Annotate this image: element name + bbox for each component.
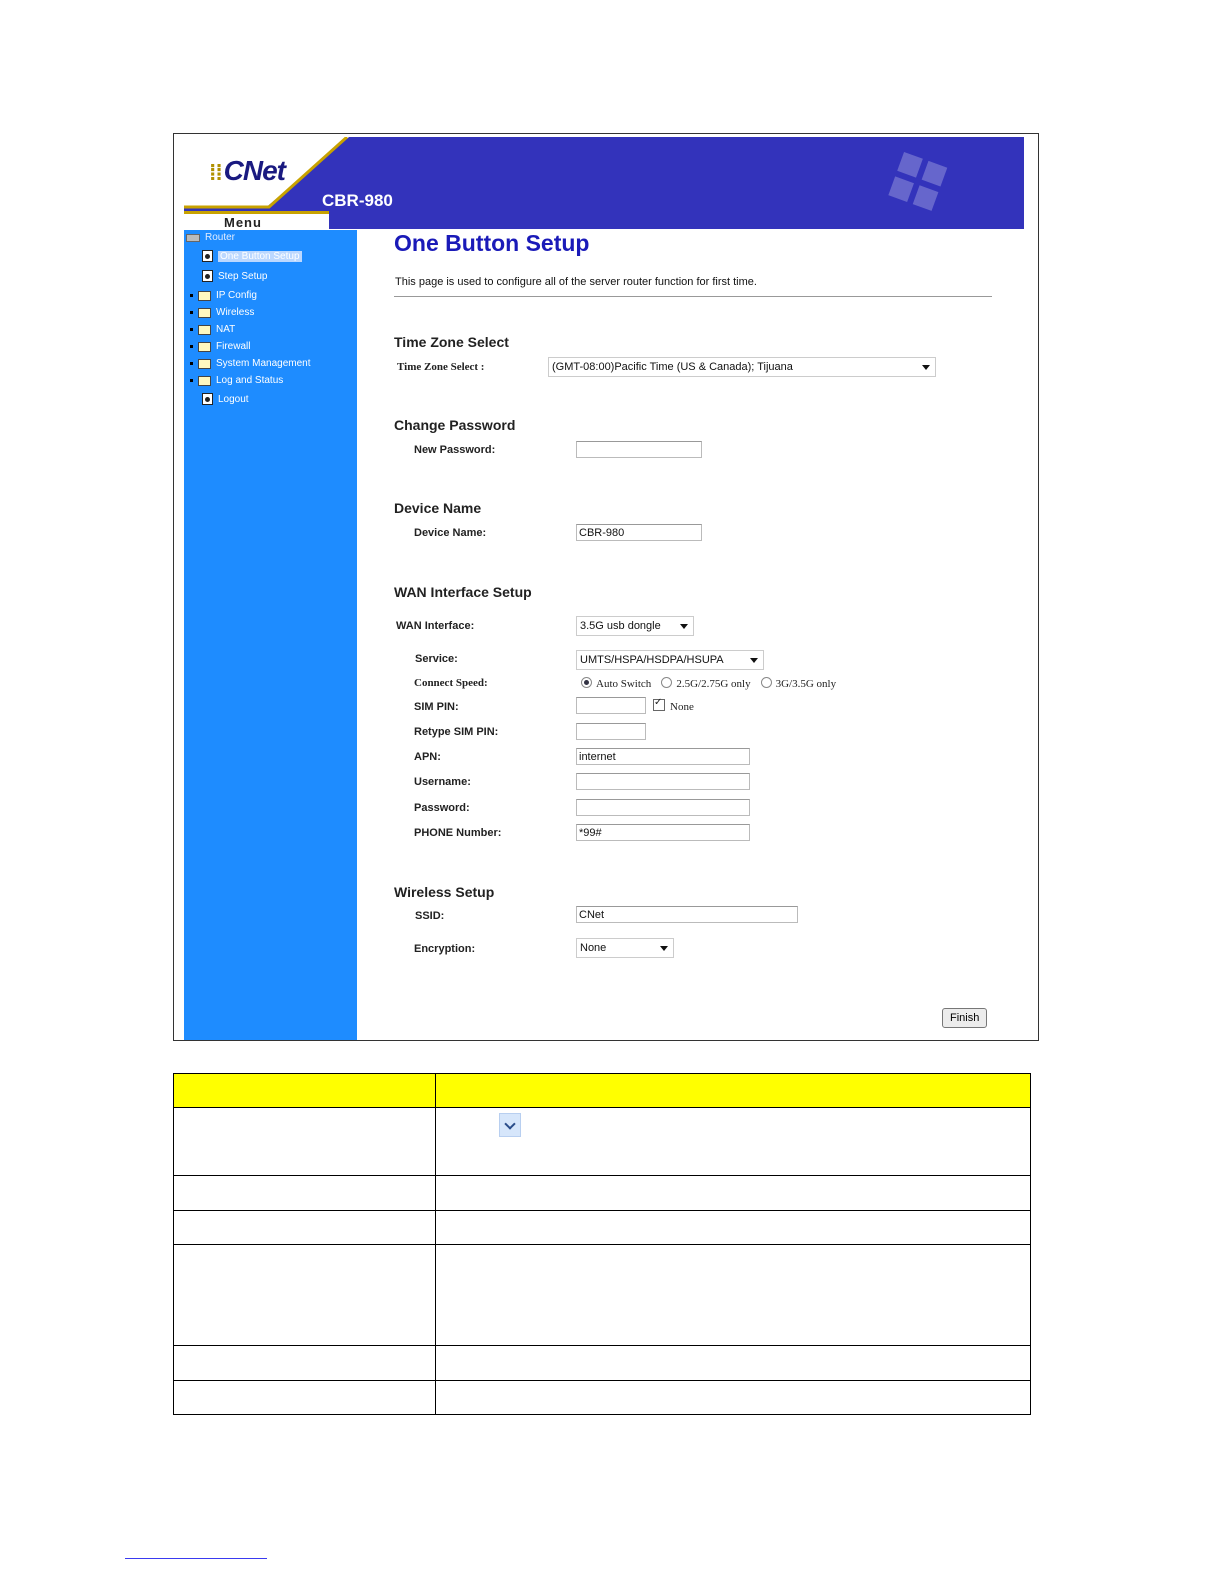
field-description-table [173,1073,1031,1415]
folder-icon [198,308,211,318]
new-password-label: New Password: [414,444,496,456]
wan-password-field[interactable] [576,799,750,816]
sidebar-item-log-and-status[interactable]: Log and Status [190,375,283,386]
retype-sim-pin-label: Retype SIM PIN: [414,726,499,738]
device-heading: Device Name [394,500,482,516]
model-name: CBR-980 [322,191,393,210]
encryption-label: Encryption: [414,943,476,955]
ssid-label: SSID: [415,910,445,922]
table-cell [174,1176,436,1211]
folder-icon [198,359,211,369]
nav-root-router[interactable]: Router [186,232,235,243]
expand-bullet-icon [190,362,193,365]
sidebar-item-firewall[interactable]: Firewall [190,341,250,352]
table-header-cell [174,1074,436,1108]
service-select[interactable]: UMTS/HSPA/HSDPA/HSUPA [576,650,764,670]
folder-icon [198,291,211,301]
chevron-down-icon [660,946,668,951]
table-header-row [174,1074,1031,1108]
sim-pin-label: SIM PIN: [414,701,459,713]
timezone-heading: Time Zone Select [394,334,509,350]
router-icon [186,234,200,242]
timezone-select[interactable]: (GMT-08:00)Pacific Time (US & Canada); Tijuana [548,357,936,377]
menu-tab: Menu [184,211,329,229]
dropdown-arrow-icon [499,1113,521,1137]
table-cell [436,1346,1031,1381]
page-title: One Button Setup [394,230,590,256]
divider [394,296,992,297]
chevron-down-icon [680,624,688,629]
sim-pin-none-checkbox[interactable]: ✓ None [653,699,694,713]
table-cell [436,1108,1031,1176]
chevron-down-icon [750,658,758,663]
apn-field[interactable]: internet [576,748,750,765]
page-icon [202,250,213,262]
table-cell [174,1245,436,1346]
expand-bullet-icon [190,294,193,297]
table-row [174,1346,1031,1381]
wan-interface-select[interactable]: 3.5G usb dongle [576,616,694,636]
wan-interface-label: WAN Interface: [396,620,475,632]
phone-number-label: PHONE Number: [414,827,502,839]
folder-icon [198,376,211,386]
encryption-select[interactable]: None [576,938,674,958]
footer-link-underline [125,1558,267,1559]
table-row [174,1245,1031,1346]
table-cell [436,1245,1031,1346]
folder-icon [198,342,211,352]
globe-watermark-icon [884,149,954,219]
sidebar-item-ip-config[interactable]: IP Config [190,290,257,301]
table-row [174,1211,1031,1245]
retype-sim-pin-field[interactable] [576,723,646,740]
brand-logo: ⁞⁞CNet [209,155,285,186]
table-cell [174,1108,436,1176]
table-cell [436,1176,1031,1211]
sidebar-item-system-management[interactable]: System Management [190,358,311,369]
expand-bullet-icon [190,328,193,331]
folder-icon [198,325,211,335]
apn-label: APN: [414,751,441,763]
table-cell [174,1211,436,1245]
finish-button[interactable]: Finish [942,1008,987,1028]
speed-3g-radio[interactable]: 3G/3.5G only [761,677,837,690]
ssid-field[interactable]: CNet [576,906,798,923]
password-heading: Change Password [394,417,516,433]
table-cell [436,1211,1031,1245]
service-label: Service: [415,653,458,665]
sidebar-item-nat[interactable]: NAT [190,324,235,335]
timezone-label: Time Zone Select : [397,361,485,373]
wireless-heading: Wireless Setup [394,884,495,900]
page-icon [202,393,213,405]
expand-bullet-icon [190,379,193,382]
username-label: Username: [414,776,471,788]
speed-2g-radio[interactable]: 2.5G/2.75G only [661,677,750,690]
page-description: This page is used to configure all of the server router function for first time. [395,276,757,288]
wan-heading: WAN Interface Setup [394,584,532,600]
connect-speed-group [581,677,836,690]
new-password-field[interactable] [576,441,702,458]
sidebar [184,230,357,1040]
phone-number-field[interactable]: *99# [576,824,750,841]
device-name-field[interactable]: CBR-980 [576,524,702,541]
username-field[interactable] [576,773,750,790]
sidebar-item-wireless[interactable]: Wireless [190,307,254,318]
table-cell [436,1381,1031,1415]
chevron-down-icon [922,365,930,370]
table-cell [174,1346,436,1381]
wan-password-label: Password: [414,802,470,814]
sidebar-item-step-setup[interactable]: Step Setup [202,270,267,282]
sidebar-item-logout[interactable]: Logout [202,393,249,405]
table-cell [174,1381,436,1415]
connect-speed-label: Connect Speed: [414,677,488,689]
table-header-cell [436,1074,1031,1108]
device-name-label: Device Name: [414,527,487,539]
table-row [174,1381,1031,1415]
speed-auto-switch-radio[interactable]: Auto Switch [581,677,651,690]
header-banner [184,137,1024,229]
expand-bullet-icon [190,311,193,314]
page-icon [202,270,213,282]
table-row [174,1108,1031,1176]
sim-pin-field[interactable] [576,697,646,714]
router-screenshot [173,133,1039,1041]
sidebar-item-one-button-setup[interactable]: One Button Setup [202,250,302,262]
expand-bullet-icon [190,345,193,348]
table-row [174,1176,1031,1211]
